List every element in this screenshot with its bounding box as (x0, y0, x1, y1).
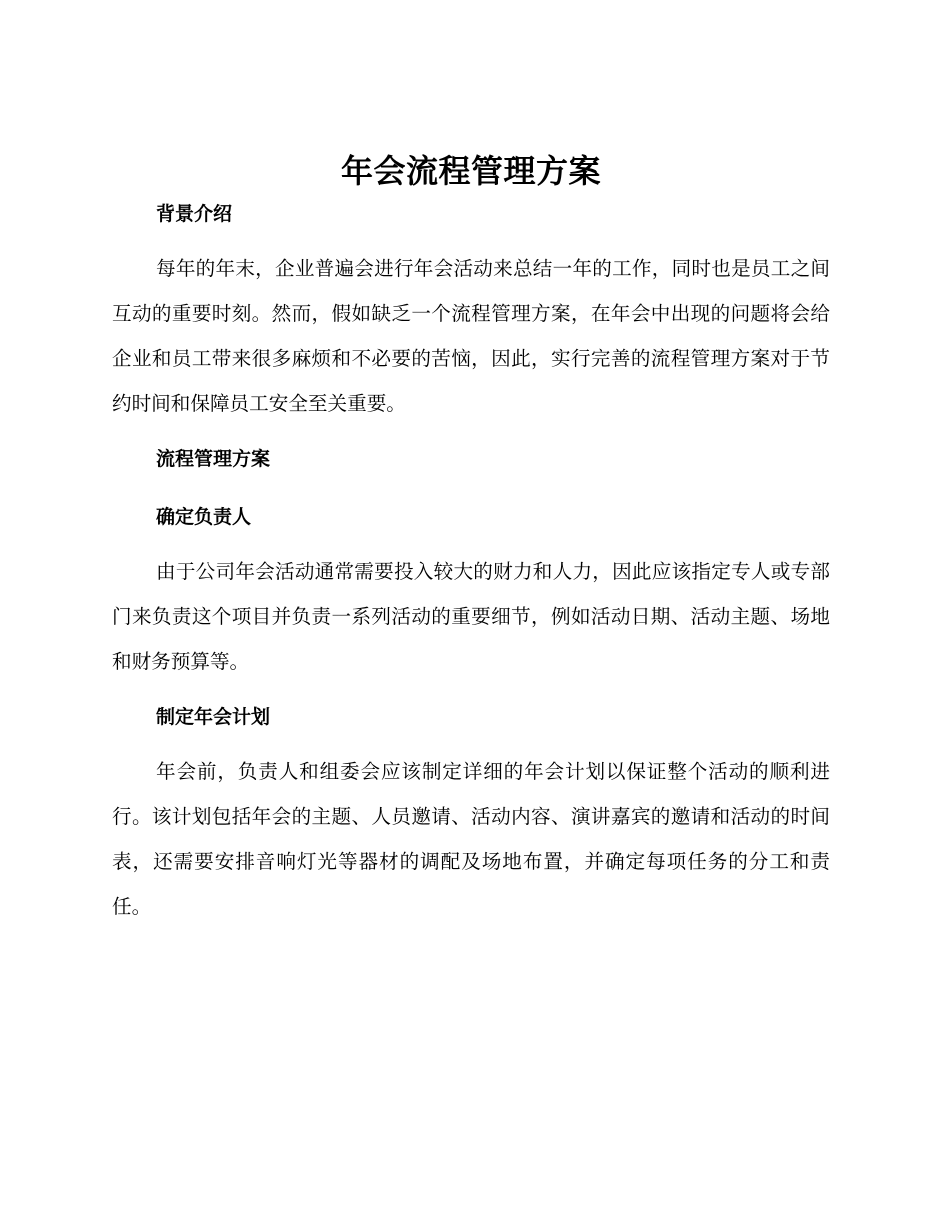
spacer (112, 529, 830, 549)
heading-assign-owner: 确定负责人 (156, 506, 252, 528)
spacer (112, 684, 830, 705)
spacer (112, 226, 830, 246)
paragraph-assign-owner: 由于公司年会活动通常需要投入较大的财力和人力，因此应该指定专人或专部门来负责这个项目并负责一系列活动的重要细节，例如活动日期、活动主题、场地和财务预算等。 (112, 560, 830, 673)
spacer (112, 729, 830, 749)
heading-annual-plan: 制定年会计划 (156, 706, 271, 728)
document-page (112, 150, 830, 929)
document-title: 年会流程管理方案 (340, 152, 601, 190)
spacer (112, 471, 830, 505)
paragraph-annual-plan: 年会前，负责人和组委会应该制定详细的年会计划以保证整个活动的顺利进行。该计划包括年会的主题、人员邀请、活动内容、演讲嘉宾的邀请和活动的时间表，还需要安排音响灯光等器材的调配及场地布置，并确定每项任务的分工和责任。 (112, 760, 830, 918)
heading-background: 背景介绍 (156, 203, 233, 225)
spacer (112, 426, 830, 447)
paragraph-background: 每年的年末，企业普遍会进行年会活动来总结一年的工作，同时也是员工之间互动的重要时刻。然而，假如缺乏一个流程管理方案，在年会中出现的问题将会给企业和员工带来很多麻烦和不必要的苦恼，因此，实行完善的流程管理方案对于节约时间和保障员工安全至关重要。 (112, 257, 830, 415)
heading-process-management: 流程管理方案 (156, 448, 271, 470)
